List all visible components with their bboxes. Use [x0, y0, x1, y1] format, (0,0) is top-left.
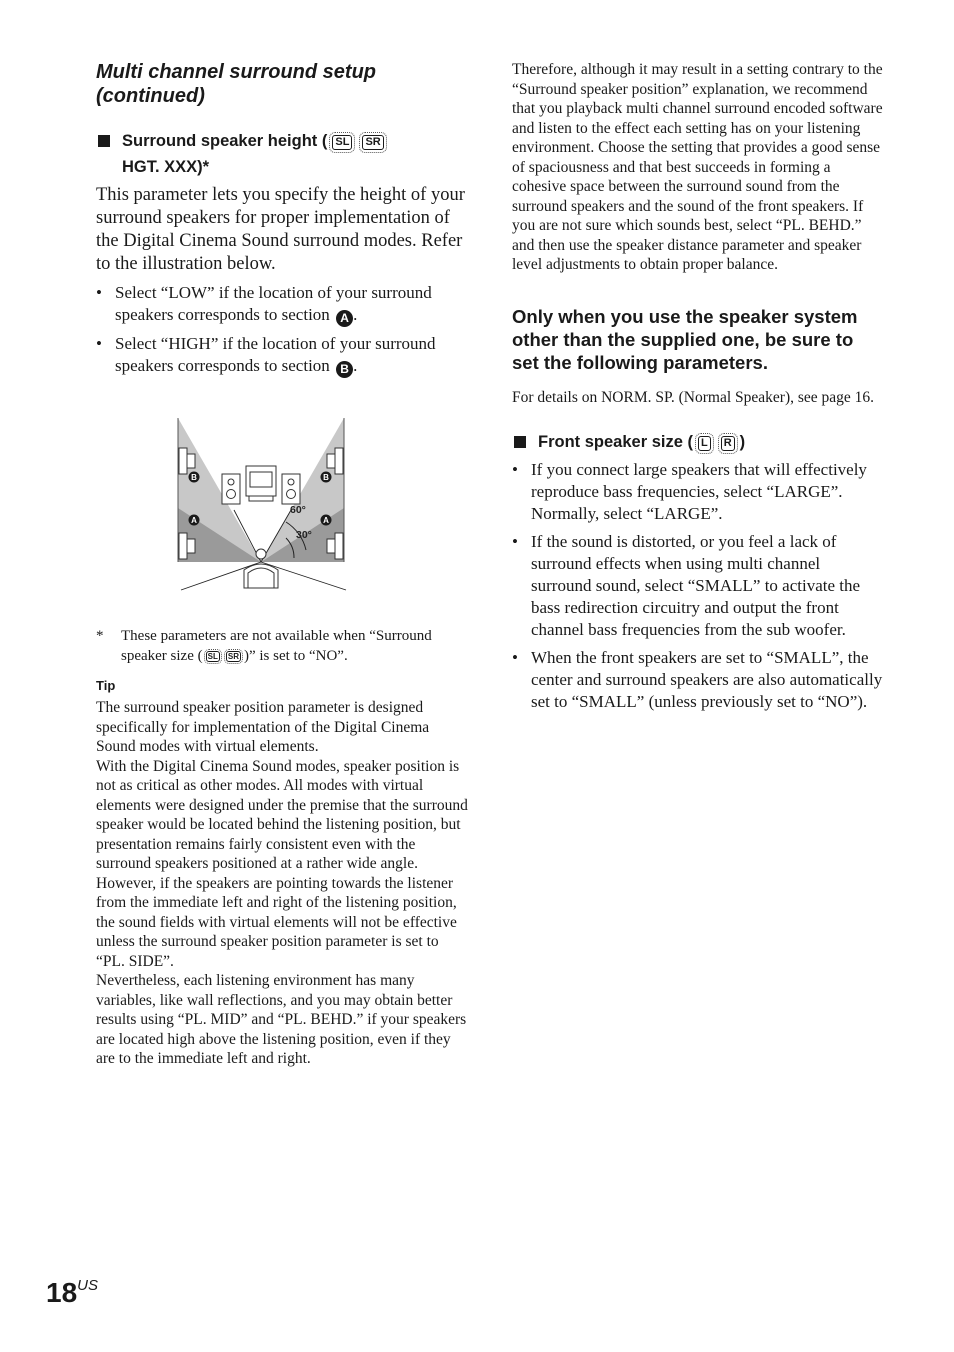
front-right-speaker — [282, 474, 300, 504]
height-description: This parameter lets you specify the height of your surround speakers for proper implementation of the Digital Cinema Sound surround modes. Refer to the illustration below. — [96, 185, 465, 274]
tip-label: Tip — [96, 678, 116, 693]
heading-prefix: Front speaker size ( — [538, 433, 693, 451]
surround-right-speaker-icon: SR — [362, 135, 383, 150]
speaker-diagram — [96, 400, 468, 610]
section-title: Multi channel surround setup (continued) — [96, 61, 377, 107]
height-options-list — [96, 282, 468, 378]
surround-left-speaker-icon: SL — [332, 135, 352, 150]
tip-paragraph: With the Digital Cinema Sound modes, speaker position is not as critical as other modes. All modes with virtual elements were designed under the premise that the surround speaker would be located behind the listening position, but presentation remains fairly consistent even with the surround speakers positioned at a rather wide angle. However, if the speakers are pointing towards the listener from the immediate left and right of the listening position, the sound fields with virtual elements will not be effective unless the surround speaker position parameter is set to “PL. SIDE”. — [96, 757, 468, 970]
front-left-speaker — [222, 474, 240, 504]
right-a-marker: A — [323, 516, 329, 525]
footnote-text-before: These parameters are not available when “Surround speaker size ( — [121, 628, 432, 664]
footnote — [96, 626, 468, 666]
left-a-marker: A — [191, 516, 197, 525]
list-item: • When the front speakers are set to “SMALL”, the center and surround speakers are also automatically set to “SMALL” (unless previously set to “NO”). — [512, 647, 884, 713]
front-size-options-list — [512, 459, 884, 713]
left-b-marker: B — [191, 473, 197, 482]
footnote-star: * — [96, 628, 104, 644]
footnote-text-after: )” is set to “NO”. — [243, 648, 348, 664]
front-left-speaker-icon: L — [698, 436, 711, 451]
surround-left-speaker-icon: SL — [207, 652, 218, 661]
left-column — [96, 60, 468, 1069]
tip-paragraph: Nevertheless, each listening environment has many variables, like wall reflections, and you may obtain better results using “PL. MID” and “PL. BEHD.” if your speakers are located high above the listening position, even if they are to the immediate left and right. — [96, 972, 467, 1067]
section-a-marker: A — [336, 310, 353, 327]
heading-prefix: Surround speaker height ( — [122, 132, 328, 150]
list-item: • If the sound is distorted, or you feel a lack of surround effects when using multi channel surround sound, select “SMALL” to activate the bass redirection circuitry and output the front channel bass frequencies from the sub woofer. — [512, 531, 884, 641]
angle-60-label: 60° — [290, 504, 306, 516]
speaker-placement-illustration — [96, 400, 468, 610]
page-number-value: 18 — [46, 1277, 78, 1308]
right-column — [512, 60, 884, 719]
section-b-marker: B — [336, 361, 353, 378]
list-item: • Select “HIGH” if the location of your surround speakers corresponds to section B . — [96, 333, 468, 378]
television — [246, 466, 276, 501]
front-right-speaker-icon: R — [721, 436, 735, 451]
page-region-suffix: US — [77, 1277, 98, 1294]
square-bullet-icon — [98, 135, 110, 147]
square-bullet-icon — [514, 436, 526, 448]
page-number — [46, 1270, 98, 1309]
front-speaker-size-heading — [512, 429, 884, 455]
surround-speaker-height-heading — [96, 128, 468, 180]
list-item: • If you connect large speakers that will effectively reproduce bass frequencies, select “LARGE”. Normally, select “LARGE”. — [512, 459, 884, 525]
surround-right-speaker-icon: SR — [227, 652, 239, 661]
bullet-text: Select “HIGH” if the location of your surround speakers corresponds to section — [115, 334, 436, 375]
angle-30-label: 30° — [296, 529, 312, 541]
heading-suffix: HGT. XXX)* — [122, 158, 210, 176]
right-b-marker: B — [323, 473, 329, 482]
heading-suffix: ) — [739, 433, 746, 451]
intro-paragraph: Therefore, although it may result in a setting contrary to the “Surround speaker position” explanation, we recommend that you playback multi channel surround encoded software and listen to the effect each setting has on your listening environment. Choose the setting that provides a good sense of spaciousness and that best succeeds in forming a cohesive space between the surround sound from the surround speakers and the sound of the front speakers. If you are not sure which sounds best, select “PL. BEHD.” and then use the speaker distance parameter and speaker level adjustments to obtain proper balance. — [512, 61, 883, 273]
list-item: • Select “LOW” if the location of your surround speakers corresponds to section A . — [96, 282, 468, 327]
bullet-text: Select “LOW” if the location of your surround speakers corresponds to section — [115, 283, 432, 324]
supplied-speaker-heading: Only when you use the speaker system other than the supplied one, be sure to set the following parameters. — [512, 305, 858, 373]
details-reference: For details on NORM. SP. (Normal Speaker), see page 16. — [512, 388, 875, 406]
tip-paragraph: The surround speaker position parameter is designed specifically for implementation of the Digital Cinema Sound modes with virtual elements. — [96, 699, 430, 755]
